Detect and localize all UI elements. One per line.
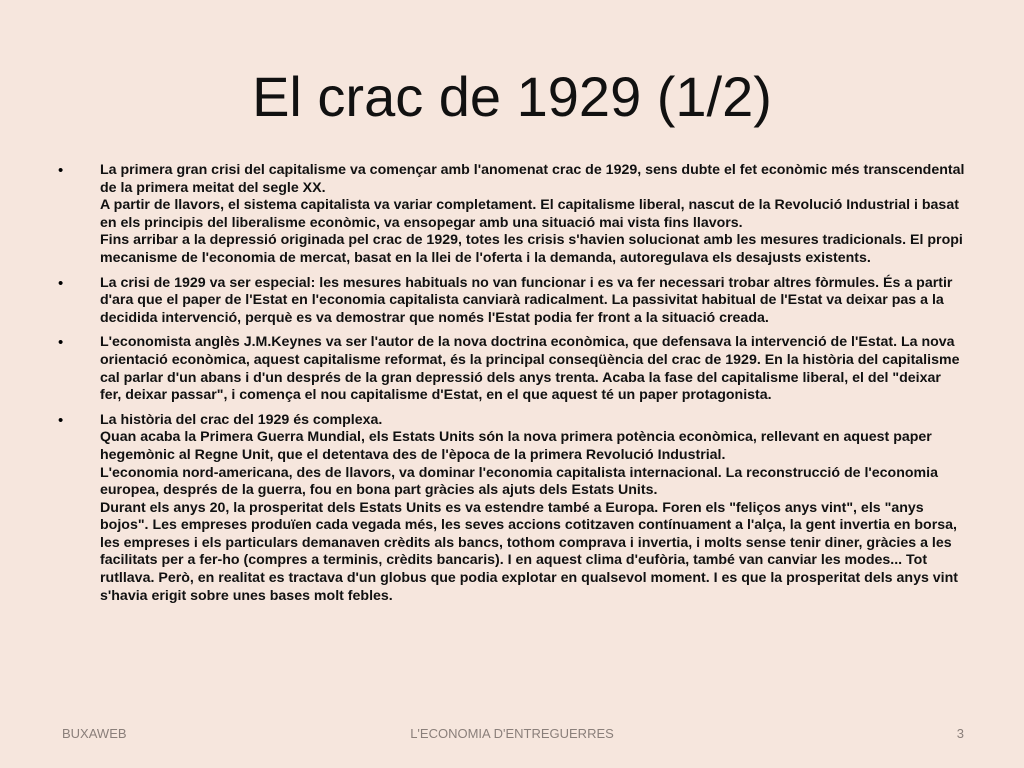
bullet-paragraph: A partir de llavors, el sistema capitalista va variar completament. El capitalisme liberal, nascut de la Revolució Industrial i basat en els principis del liberalisme econòmic, va ensopegar amb una situació mai vista fins llavors.	[100, 197, 959, 231]
bullet-paragraph: Durant els anys 20, la prosperitat dels Estats Units es va estendre també a Europa. Foren els "feliços anys vint", els "anys bojos". Les empreses produïen cada vegada més, les seves accions cotitzaven contínuament a l'alça, la gent invertia en borsa, les empreses i els particulars demanaven crèdits als bancs, tothom comprava i invertia, i molts sense tenir diner, gràcies a les facilitats per a fer-ho (compres a terminis, crèdits bancaris). I en aquest clima d'eufòria, també van canviar les modes... Tot rutllava. Però, en realitat es tractava d'un globus que podia explotar en qualsevol moment. I es que la prosperitat dels anys vint s'havia erigit sobre unes bases molt febles.	[100, 499, 959, 604]
bullet-paragraph: La crisi de 1929 va ser especial: les mesures habituals no van funcionar i es va fer necessari trobar altres fòrmules. És a partir d'ara que el paper de l'Estat en l'economia capitalista canviarà radicalment. La passivitat habitual de l'Estat va deixar pas a la decidida intervenció, perquè es va demostrar que només l'Estat podia fer front a la situació creada.	[100, 274, 953, 326]
bullet-icon: •	[58, 274, 64, 292]
bullet-paragraph: L'economia nord-americana, des de llavors, va dominar l'economia capitalista internacional. La reconstrucció de l'economia europea, després de la guerra, fou en bona part gràcies als ajuts dels Estats Units.	[100, 464, 938, 499]
footer-topic: L'ECONOMIA D'ENTREGUERRES	[410, 726, 614, 741]
footer-author: BUXAWEB	[62, 726, 127, 741]
bullet-icon: •	[58, 334, 64, 352]
bullet-icon: •	[58, 162, 64, 179]
slide-title: El crac de 1929 (1/2)	[252, 65, 772, 128]
bullet-paragraph: La història del crac del 1929 és complexa.	[100, 411, 383, 428]
bullet-paragraph: L'economista anglès J.M.Keynes va ser l'autor de la nova doctrina econòmica, que defensava la intervenció de l'Estat. La nova orientació econòmica, aquest capitalisme reformat, és la principal conseqüència del crac de 1929. En la història del capitalisme cal parlar d'un abans i d'un després de la gran depressió dels anys trenta. Acaba la fase del capitalisme liberal, el del "deixar fer, deixar passar", i comença el nou capitalisme d'Estat, en el que aquest té un paper protagonista.	[100, 334, 960, 404]
bullet-item	[58, 412, 966, 606]
bullet-paragraph: Fins arribar a la depressió originada pel crac de 1929, totes les crisis s'havien solucionat amb les mesures tradicionals. El propi mecanisme de l'economia de mercat, basat en la llei de l'oferta i la demanda, autoregulava els desajusts existents.	[100, 232, 963, 266]
bullet-paragraph: La primera gran crisi del capitalisme va començar amb l'anomenat crac de 1929, sens dubte el fet econòmic més transcendental de la primera meitat del segle XX.	[100, 162, 965, 196]
bullet-paragraph: Quan acaba la Primera Guerra Mundial, els Estats Units són la nova primera potència econòmica, rellevant en aquest paper hegemònic al Regne Unit, que el detentava des de l'època de la primera Revolució Industrial.	[100, 429, 932, 463]
bullet-item	[58, 334, 966, 404]
bullet-list	[58, 162, 966, 612]
page-number: 3	[956, 726, 964, 741]
bullet-item	[58, 275, 966, 328]
bullet-icon: •	[58, 411, 64, 429]
bullet-item	[58, 162, 966, 268]
